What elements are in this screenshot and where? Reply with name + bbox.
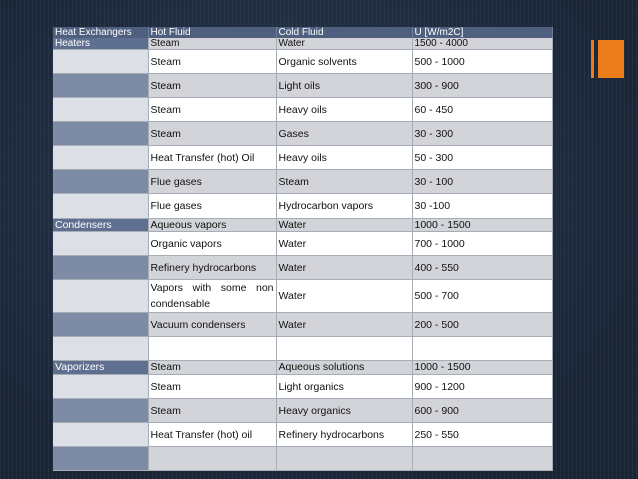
table-row [53,50,552,74]
table-row [53,256,552,280]
table-cell: Aqueous solutions [276,361,412,375]
table-header-row [53,27,552,38]
table-cell: 1500 - 4000 [412,38,552,50]
table-cell: Heat Transfer (hot) oil [148,423,276,447]
header-cell: Hot Fluid [148,27,276,38]
table-cell: Heavy oils [276,146,412,170]
table-cell: Vapors with some non condensable [148,280,276,313]
table-cell: 50 - 300 [412,146,552,170]
table-cell [412,337,552,361]
table-cell: 300 - 900 [412,74,552,98]
table-cell: 400 - 550 [412,256,552,280]
table-cell [148,447,276,471]
table-cell: Organic solvents [276,50,412,74]
category-cell [53,337,148,361]
category-cell [53,280,148,313]
category-cell: Heaters [53,38,148,50]
table-cell: Vacuum condensers [148,313,276,337]
table-row [53,375,552,399]
accent-bar-thin [591,40,594,78]
table-row [53,170,552,194]
table-cell: 30 - 300 [412,122,552,146]
table-row [53,146,552,170]
category-cell [53,74,148,98]
table-cell: Water [276,38,412,50]
table-cell: Water [276,313,412,337]
table-cell: Heavy organics [276,399,412,423]
table-cell: Light organics [276,375,412,399]
category-cell [53,256,148,280]
table-row [53,219,552,232]
table-row [53,423,552,447]
table-cell: Water [276,232,412,256]
table-cell: 500 - 700 [412,280,552,313]
table-cell: Water [276,219,412,232]
table-cell: Gases [276,122,412,146]
table-cell: Steam [148,361,276,375]
table-row [53,122,552,146]
table-cell: 200 - 500 [412,313,552,337]
table-cell: Organic vapors [148,232,276,256]
category-cell [53,98,148,122]
table-cell: 1000 - 1500 [412,219,552,232]
table-cell: Aqueous vapors [148,219,276,232]
header-cell: Cold Fluid [276,27,412,38]
header-cell: U [W/m2C] [412,27,552,38]
accent-bar-thick [598,40,624,78]
header-cell: Heat Exchangers [53,27,148,38]
table-cell: Light oils [276,74,412,98]
category-cell [53,447,148,471]
table-row [53,337,552,361]
table-cell: 60 - 450 [412,98,552,122]
table-cell: 30 - 100 [412,170,552,194]
table-cell [412,447,552,471]
table-cell: Steam [148,98,276,122]
category-cell [53,423,148,447]
table-row [53,232,552,256]
category-cell [53,399,148,423]
table-cell [148,337,276,361]
table-cell: Steam [148,38,276,50]
table-cell: 1000 - 1500 [412,361,552,375]
table-row [53,194,552,219]
category-cell [53,170,148,194]
table-cell: Flue gases [148,170,276,194]
table-cell: Steam [148,122,276,146]
category-cell [53,50,148,74]
table-cell: 700 - 1000 [412,232,552,256]
table-cell [276,337,412,361]
table-cell [276,447,412,471]
table-row [53,74,552,98]
table-cell: Steam [148,375,276,399]
table-row [53,361,552,375]
category-cell [53,146,148,170]
category-cell [53,375,148,399]
table-cell: 900 - 1200 [412,375,552,399]
table-cell: Flue gases [148,194,276,219]
table-row [53,447,552,471]
table-cell: 30 -100 [412,194,552,219]
table-row [53,313,552,337]
table-cell: Heavy oils [276,98,412,122]
category-cell [53,313,148,337]
table-row [53,280,552,313]
table-cell: 500 - 1000 [412,50,552,74]
table-cell: Steam [148,399,276,423]
u-values-table [53,27,553,471]
table-cell: Steam [276,170,412,194]
table-cell: 600 - 900 [412,399,552,423]
table-cell: 250 - 550 [412,423,552,447]
table-row [53,98,552,122]
table-cell: Refinery hydrocarbons [148,256,276,280]
category-cell: Vaporizers [53,361,148,375]
table-cell: Heat Transfer (hot) Oil [148,146,276,170]
table-cell: Water [276,280,412,313]
category-cell: Condensers [53,219,148,232]
category-cell [53,122,148,146]
table-row [53,38,552,50]
table-row [53,399,552,423]
table-cell: Steam [148,74,276,98]
table-cell: Hydrocarbon vapors [276,194,412,219]
category-cell [53,194,148,219]
category-cell [53,232,148,256]
table-cell: Steam [148,50,276,74]
table-cell: Water [276,256,412,280]
table-cell: Refinery hydrocarbons [276,423,412,447]
